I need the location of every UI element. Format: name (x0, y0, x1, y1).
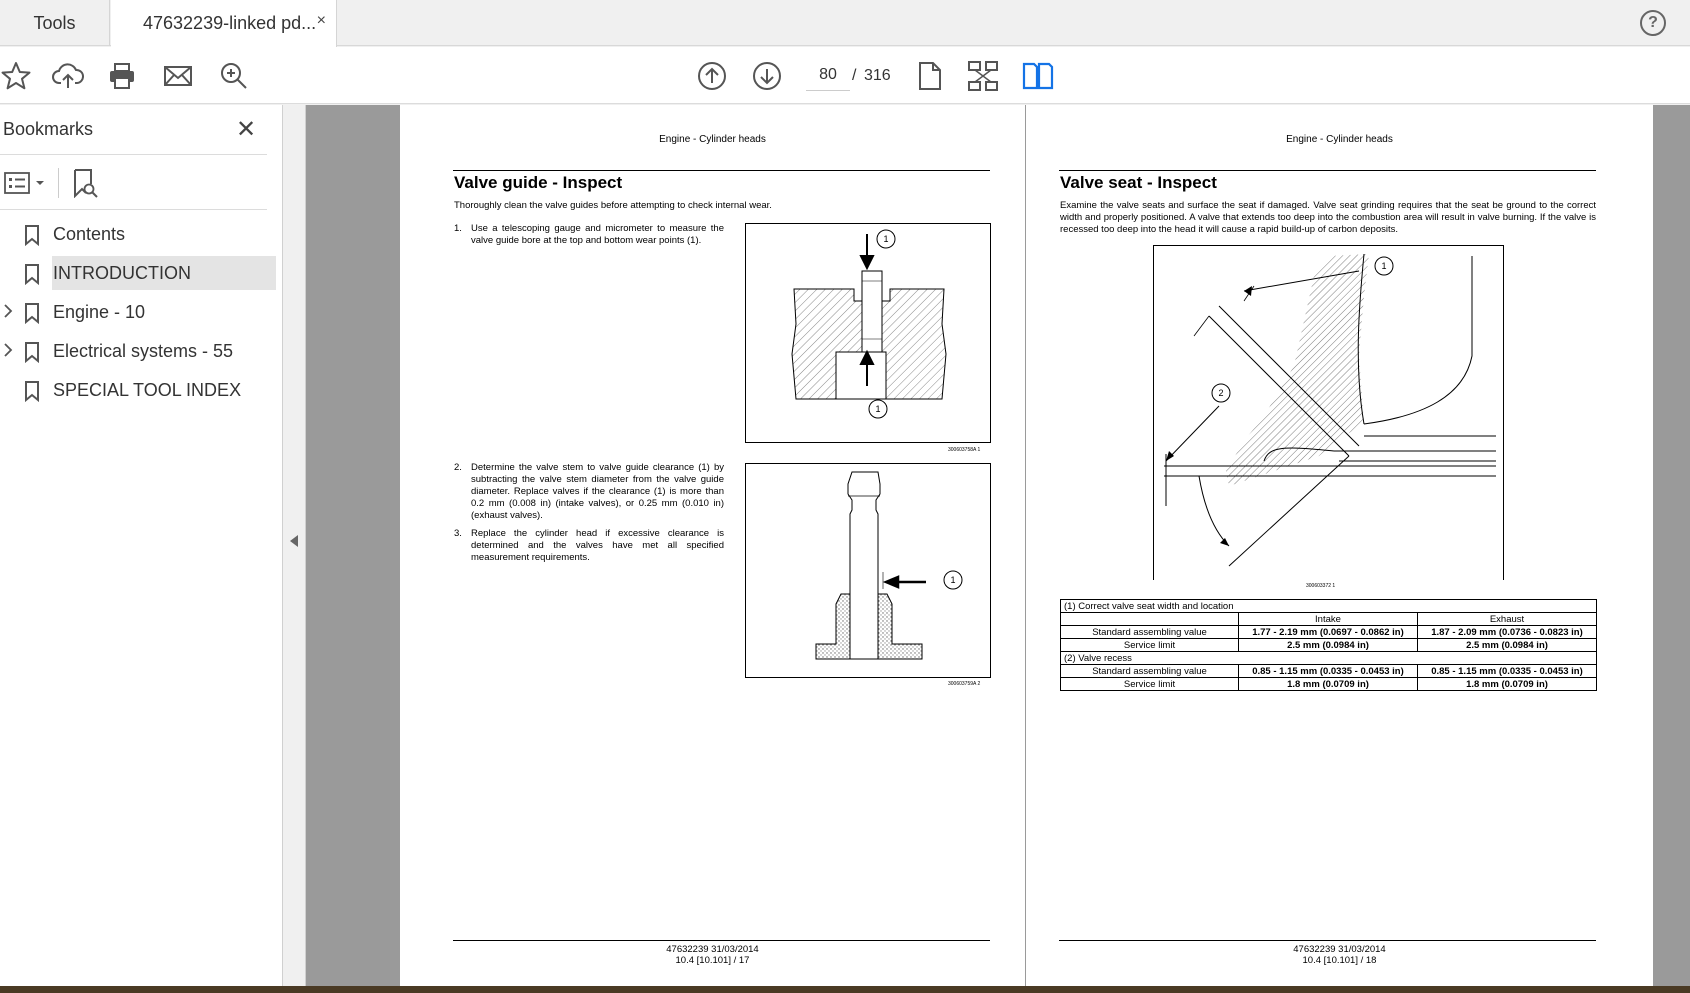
arrow-down-circle-icon[interactable] (751, 60, 783, 92)
bookmarks-title: Bookmarks (3, 119, 94, 139)
callout-number: 2 (1218, 388, 1224, 398)
column-header-intake: Intake (1239, 613, 1418, 626)
bookmark-engine[interactable] (0, 295, 276, 329)
bookmark-tools (4, 165, 99, 201)
step-text: Replace the cylinder head if excessive clearance is determined and the valves have met all specified measurement requirements. (471, 528, 724, 563)
tab-bar (0, 0, 1690, 46)
figure-caption: 300603372 1 (1306, 583, 1336, 589)
figure-caption: 300603758A 1 (948, 447, 981, 453)
divider (453, 170, 990, 171)
table-row (1061, 639, 1597, 652)
chevron-right-icon[interactable] (3, 303, 13, 322)
figure-valve-guide-bore (745, 223, 991, 443)
section-title: Valve guide - Inspect (454, 173, 623, 192)
viewer-gutter (1653, 105, 1690, 993)
table-cell: 1.87 - 2.09 mm (0.0736 - 0.0823 in) (1418, 626, 1597, 639)
bookmark-special-tool-index[interactable] (0, 373, 276, 407)
divider (0, 154, 267, 155)
bookmark-label: Contents (53, 223, 126, 244)
bookmark-icon (24, 341, 40, 368)
bookmark-electrical-systems[interactable] (0, 334, 276, 368)
tab-tools[interactable]: Tools (0, 0, 110, 46)
toolbar (0, 47, 1690, 104)
row-label: Standard assembling value (1061, 665, 1239, 678)
help-icon[interactable]: ? (1640, 10, 1666, 36)
divider (0, 209, 267, 210)
divider (453, 940, 990, 941)
bookmark-icon (24, 224, 40, 251)
step-1 (454, 223, 724, 263)
arrow-up-circle-icon[interactable] (696, 60, 728, 92)
document-viewer[interactable] (306, 105, 1690, 993)
page-footer (1026, 944, 1653, 966)
row-label: Standard assembling value (1061, 626, 1239, 639)
page-number-input[interactable]: 80 (806, 59, 850, 91)
intro-text: Examine the valve seats and surface the seat if damaged. Valve seat grinding requires that the seat be ground to the correct width and properly positioned. A valve that extends too deep into the combustion area will result in valve burning. If the valve is recessed too deep into the head it will cause a rapid build-up of carbon deposits. (1060, 200, 1596, 235)
pdf-page-left (400, 105, 1025, 993)
bookmark-label: Electrical systems - 55 (53, 340, 234, 361)
figure-valve-stem-clearance (745, 463, 991, 678)
valve-seat-spec-table (1060, 599, 1597, 691)
row-label: Service limit (1061, 639, 1239, 652)
step-text: Use a telescoping gauge and micrometer to measure the valve guide bore at the top and bottom wear points (1). (471, 223, 724, 246)
single-page-icon[interactable] (914, 60, 946, 92)
step-text: Determine the valve stem to valve guide clearance (1) by subtracting the valve stem diameter from the valve guide diameter. Replace valves if the clearance (1) is more than 0.2 mm (0.008 in) (intake valves), or 0.25 mm (0.010 in) (exhaust valves). (471, 462, 724, 521)
table-cell: 1.8 mm (0.0709 in) (1239, 678, 1418, 691)
callout-number: 1 (950, 575, 956, 585)
page-separator: / (852, 67, 857, 84)
section-title: Valve seat - Inspect (1060, 173, 1217, 192)
close-icon[interactable]: ✕ (236, 116, 257, 143)
figure-caption: 300603759A 2 (948, 681, 981, 687)
upload-cloud-icon[interactable] (52, 60, 84, 92)
intro-text: Thoroughly clean the valve guides before attempting to check internal wear. (454, 200, 772, 211)
step-3 (454, 528, 724, 568)
bookmark-search-icon[interactable] (69, 168, 99, 198)
table-row (1061, 665, 1597, 678)
star-icon[interactable] (0, 60, 32, 92)
bookmark-introduction[interactable] (52, 256, 276, 290)
tab-document-label: 47632239-linked pd... (143, 13, 317, 33)
table-row (1061, 626, 1597, 639)
table-row (1061, 600, 1597, 613)
table-cell: 0.85 - 1.15 mm (0.0335 - 0.0453 in) (1239, 665, 1418, 678)
sidebar-collapse-handle[interactable] (283, 105, 306, 993)
pdf-page-right (1026, 105, 1653, 993)
table-cell: 1.77 - 2.19 mm (0.0697 - 0.0862 in) (1239, 626, 1418, 639)
footer-docid: 47632239 31/03/2014 (1293, 944, 1386, 955)
chevron-right-icon[interactable] (3, 342, 13, 361)
bookmark-label: SPECIAL TOOL INDEX (53, 379, 242, 400)
table-cell: 2.5 mm (0.0984 in) (1418, 639, 1597, 652)
table-cell: 0.85 - 1.15 mm (0.0335 - 0.0453 in) (1418, 665, 1597, 678)
two-page-icon[interactable] (1022, 60, 1054, 92)
divider (58, 168, 59, 198)
mail-icon[interactable] (162, 60, 194, 92)
fit-page-icon[interactable] (967, 60, 999, 92)
collapse-arrow-icon (290, 535, 298, 547)
step-number: 2. (454, 462, 462, 473)
footer-page-number: 10.4 [10.101] / 17 (675, 955, 750, 966)
bookmark-label: Engine - 10 (53, 301, 146, 322)
page-header: Engine - Cylinder heads (1286, 134, 1393, 145)
callout-number: 1 (875, 404, 881, 414)
figure-valve-seat (1153, 245, 1504, 580)
table-row (1061, 613, 1597, 626)
table-row (1061, 678, 1597, 691)
footer-docid: 47632239 31/03/2014 (666, 944, 759, 955)
column-header-exhaust: Exhaust (1418, 613, 1597, 626)
step-number: 1. (454, 223, 462, 234)
table-row (1061, 652, 1597, 665)
tab-close-button[interactable]: × (316, 12, 326, 29)
print-icon[interactable] (106, 60, 138, 92)
table-cell: 1.8 mm (0.0709 in) (1418, 678, 1597, 691)
bookmark-icon (24, 302, 40, 329)
row-label: Service limit (1061, 678, 1239, 691)
step-number: 3. (454, 528, 462, 539)
table-cell (1061, 613, 1239, 626)
table-section-header: (1) Correct valve seat width and location (1061, 600, 1597, 613)
bookmark-contents[interactable] (0, 217, 276, 251)
taskbar-edge (0, 986, 1690, 993)
zoom-search-icon[interactable] (218, 60, 250, 92)
page-total: 316 (864, 67, 891, 84)
bookmark-label: INTRODUCTION (53, 262, 191, 283)
divider (1059, 940, 1596, 941)
callout-number: 1 (883, 234, 889, 244)
tab-document[interactable] (111, 0, 337, 47)
bookmark-options-icon[interactable] (4, 168, 48, 198)
divider (1059, 170, 1596, 171)
table-section-header: (2) Valve recess (1061, 652, 1597, 665)
page-footer (400, 944, 1025, 966)
bookmarks-panel (0, 105, 283, 993)
table-cell: 2.5 mm (0.0984 in) (1239, 639, 1418, 652)
bookmark-icon (24, 380, 40, 407)
footer-page-number: 10.4 [10.101] / 18 (1302, 955, 1377, 966)
bookmark-icon (24, 263, 40, 290)
callout-number: 1 (1381, 261, 1387, 271)
page-header: Engine - Cylinder heads (659, 134, 766, 145)
step-2 (454, 462, 724, 526)
